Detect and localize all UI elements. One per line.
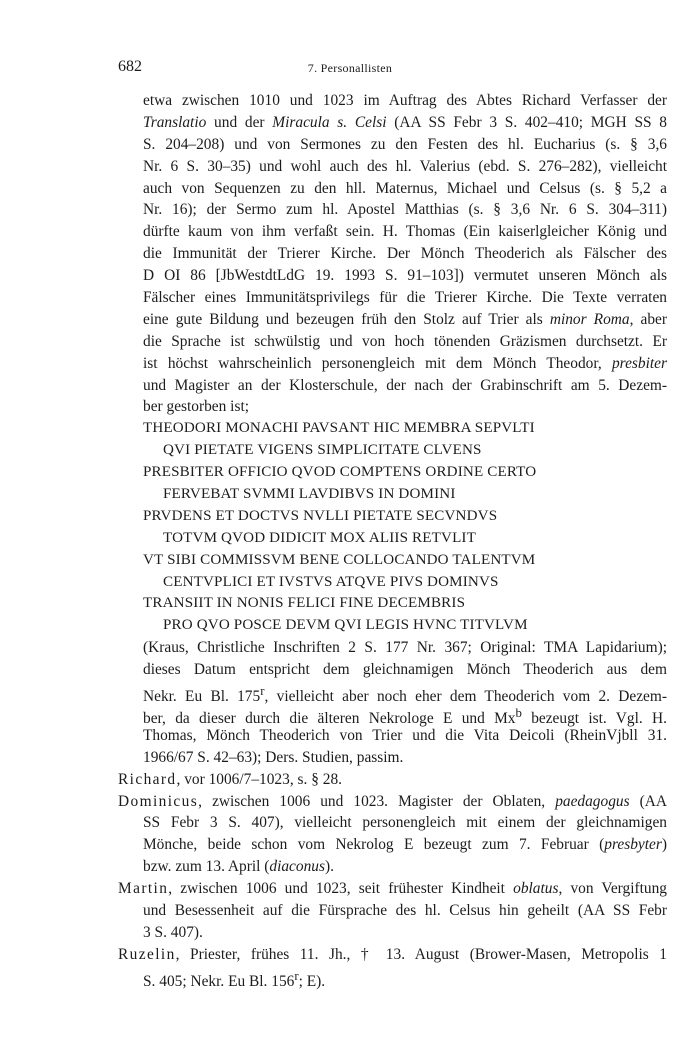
text-line: Dominicus, zwischen 1006 und 1023. Magister der Oblaten, paedagogus (AA — [118, 792, 667, 810]
text-line: SS Febr 3 S. 407), vielleicht personengleich mit einem der gleichnamigen — [143, 814, 667, 832]
text-line: TRANSIIT IN NONIS FELICI FINE DECEMBRIS — [143, 595, 466, 612]
text-line: und Magister an der Klosterschule, der nach der Grabinschrift am 5. Dezem- — [143, 376, 667, 394]
text-line: auch von Sequenzen zu den hll. Maternus, Michael und Celsus (s. § 5,2 a — [143, 179, 667, 197]
text-line: QVI PIETATE VIGENS SIMPLICITATE CLVENS — [163, 442, 482, 459]
running-title: 7. Personallisten — [307, 61, 393, 75]
text-line: Richard, vor 1006/7–1023, s. § 28. — [118, 770, 342, 788]
text-line: PRESBITER OFFICIO QVOD COMPTENS ORDINE CERTO — [143, 464, 537, 481]
text-body — [118, 90, 667, 988]
text-line: bzw. zum 13. April (diaconus). — [143, 858, 334, 876]
text-line: THEODORI MONACHI PAVSANT HIC MEMBRA SEPVLTI — [143, 420, 535, 437]
text-line: Nekr. Eu Bl. 175$^r$, vielleicht aber noch eher dem Theoderich vom 2. Dezem- — [143, 684, 667, 706]
text-line: etwa zwischen 1010 und 1023 im Auftrag des Abtes Richard Verfasser der — [143, 92, 667, 109]
text-line: PRVDENS ET DOCTVS NVLLI PIETATE SECVNDVS — [143, 507, 498, 524]
text-line: Mönche, beide schon vom Nekrolog E bezeugt zum 7. Februar (presbyter) — [143, 836, 667, 854]
text-line: Translatio und der Miracula s. Celsi (AA SS Febr 3 S. 402–410; MGH SS 8 — [143, 113, 668, 131]
text-line: ber, da dieser durch die älteren Nekrologe E und Mx$^b$ bezeugt ist. Vgl. H. — [143, 705, 667, 728]
text-line: Fälscher eines Immunitätsprivilegs für die Trierer Kirche. Die Texte verraten — [143, 289, 667, 307]
text-line: ist höchst wahrscheinlich personengleich mit dem Mönch Theodor, presbiter — [143, 354, 667, 372]
text-line: PRO QVO POSCE DEVM QVI LEGIS HVNC TITVLVM — [163, 617, 528, 634]
page-number: 682 — [118, 58, 142, 75]
text-line: S. 405; Nekr. Eu Bl. 156$^r$; E). — [143, 968, 326, 990]
text-line: und Besessenheit auf die Fürsprache des hl. Celsus hin geheilt (AA SS Febr — [143, 901, 667, 919]
text-line: die Immunität der Trierer Kirche. Der Mönch Theoderich als Fälscher des — [143, 245, 667, 263]
text-line: Ruzelin, Priester, frühes 11. Jh., † 13. August (Brower-Masen, Metropolis 1 — [118, 945, 667, 963]
text-line: dieses Datum entspricht dem gleichnamigen Mönch Theoderich aus dem — [143, 661, 667, 679]
text-line: TOTVM QVOD DIDICIT MOX ALIIS RETVLIT — [163, 529, 476, 546]
page-header — [0, 58, 700, 80]
text-line: Martin, zwischen 1006 und 1023, seit frühester Kindheit oblatus, von Vergiftung — [118, 880, 667, 898]
text-line: (Kraus, Christliche Inschriften 2 S. 177 Nr. 367; Original: TMA Lapidarium); — [143, 639, 667, 657]
text-line: D OI 86 [JbWestdtLdG 19. 1993 S. 91–103]) vermutet unseren Mönch als — [143, 267, 667, 285]
text-line: dürfte kaum von ihm verfaßt sein. H. Thomas (Ein kaiserlgleicher König und — [143, 223, 667, 241]
text-line: Thomas, Mönch Theoderich von Trier und die Vita Deicoli (RheinVjbll 31. — [143, 726, 667, 744]
text-line: S. 204–208) und von Sermones zu den Festen des hl. Eucharius (s. § 3,6 — [143, 135, 667, 153]
text-line: ber gestorben ist; — [143, 398, 249, 416]
text-line: Nr. 16); der Sermo zum hl. Apostel Matthias (s. § 3,6 Nr. 6 S. 304–311) — [143, 201, 667, 219]
text-line: VT SIBI COMMISSVM BENE COLLOCANDO TALENTVM — [143, 551, 536, 568]
text-line: eine gute Bildung und bezeugen früh den Stolz auf Trier als minor Roma, aber — [143, 310, 667, 328]
text-line: CENTVPLICI ET IVSTVS ATQVE PIVS DOMINVS — [163, 573, 499, 590]
text-line: Nr. 6 S. 30–35) und wohl auch des hl. Valerius (ebd. S. 276–282), vielleicht — [143, 157, 667, 175]
text-line: die Sprache ist schwülstig und von hoch tönenden Gräzismen durchsetzt. Er — [143, 332, 667, 350]
text-line: FERVEBAT SVMMI LAVDIBVS IN DOMINI — [163, 486, 456, 503]
text-line: 3 S. 407). — [143, 923, 203, 941]
text-line: 1966/67 S. 42–63); Ders. Studien, passim. — [143, 748, 404, 766]
